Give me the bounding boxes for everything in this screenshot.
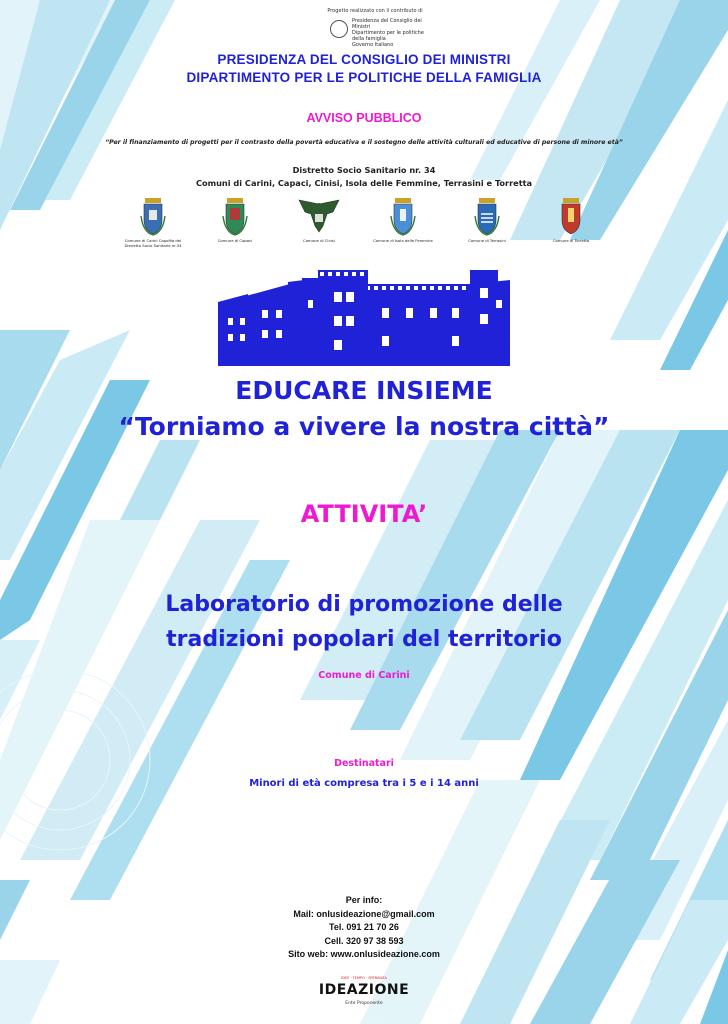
ideazione-logo-word: IDEAZIONE bbox=[318, 982, 410, 998]
activity-name-line-1: Laboratorio di promozione delle bbox=[165, 592, 563, 617]
eagle-crest-icon bbox=[297, 196, 341, 236]
info-block bbox=[0, 894, 728, 962]
crest-caption-carini: Comune di Carini Capofila del Distretto Socio Sanitario nr.34 bbox=[124, 238, 182, 248]
coat-of-arms-icon bbox=[389, 196, 417, 236]
ideazione-logo bbox=[312, 976, 416, 1010]
ideazione-logo-topline: IDEE · TEMPO · SPERANZA bbox=[341, 976, 387, 980]
partner-logo bbox=[300, 8, 450, 48]
partner-logo-line-3: Governo Italiano bbox=[352, 42, 394, 48]
castle-illustration bbox=[218, 270, 510, 366]
info-cell: Cell. 320 97 38 593 bbox=[324, 935, 404, 946]
header-line-2: DIPARTIMENTO PER LE POLITICHE DELLA FAMIGLIA bbox=[186, 70, 542, 85]
crest-cinisi bbox=[284, 196, 354, 243]
crest-torretta bbox=[536, 196, 606, 243]
coat-of-arms-icon bbox=[557, 196, 585, 236]
coat-of-arms-icon bbox=[139, 196, 167, 236]
activity-location: Comune di Carini bbox=[318, 670, 410, 681]
crest-caption-isola-delle-femmine: Comune di Isola delle Femmine bbox=[373, 238, 433, 243]
crest-carini bbox=[118, 196, 188, 248]
title-line-1: EDUCARE INSIEME bbox=[235, 376, 493, 405]
coat-of-arms-icon bbox=[221, 196, 249, 236]
crest-capaci bbox=[200, 196, 270, 243]
coat-of-arms-icon bbox=[473, 196, 501, 236]
crest-caption-torretta: Comune di Torretta bbox=[552, 238, 590, 243]
title-line-2: “Torniamo a vivere la nostra città” bbox=[118, 412, 610, 441]
partner-logo-lines bbox=[352, 18, 432, 48]
avviso-heading: AVVISO PUBBLICO bbox=[306, 111, 422, 125]
info-label: Per info: bbox=[345, 895, 383, 905]
header-line-1: PRESIDENZA DEL CONSIGLIO DEI MINISTRI bbox=[217, 52, 511, 67]
partner-logo-top-text: Progetto realizzato con il contributo di bbox=[327, 8, 423, 14]
crest-isola-delle-femmine bbox=[368, 196, 438, 243]
avviso-subtitle: “Per il finanziamento di progetti per il contrasto della povertà educativa e il sostegno delle attività culturali ed educative di persone di minore età” bbox=[105, 139, 623, 146]
activity-name-line-2: tradizioni popolari del territorio bbox=[166, 627, 562, 652]
district-label: Distretto Socio Sanitario nr. 34 bbox=[292, 165, 436, 175]
recipients-text: Minori di età compresa tra i 5 e i 14 anni bbox=[249, 778, 479, 789]
info-website[interactable]: Sito web: www.onlusideazione.com bbox=[288, 949, 440, 959]
ideazione-logo-tagline: Ente Proponente bbox=[345, 1001, 383, 1006]
municipalities-label: Comuni di Carini, Capaci, Cinisi, Isola delle Femmine, Terrasini e Torretta bbox=[195, 178, 533, 188]
crest-terrasini bbox=[452, 196, 522, 243]
crest-caption-capaci: Comune di Capaci bbox=[217, 238, 253, 243]
italian-republic-emblem-icon bbox=[330, 20, 348, 38]
recipients-label: Destinatari bbox=[334, 758, 394, 769]
activity-label: ATTIVITA’ bbox=[300, 500, 428, 528]
info-mail[interactable]: Mail: onlusideazione@gmail.com bbox=[293, 908, 435, 919]
info-tel: Tel. 091 21 70 26 bbox=[329, 922, 399, 932]
partner-logo-line-2: Dipartimento per le politiche della famiglia bbox=[352, 30, 424, 42]
partner-logo-line-1: Presidenza del Consiglio dei Ministri bbox=[352, 18, 422, 30]
crest-caption-terrasini: Comune di Terrasini bbox=[468, 238, 506, 243]
crest-caption-cinisi: Comune di Cinisi bbox=[303, 238, 335, 243]
